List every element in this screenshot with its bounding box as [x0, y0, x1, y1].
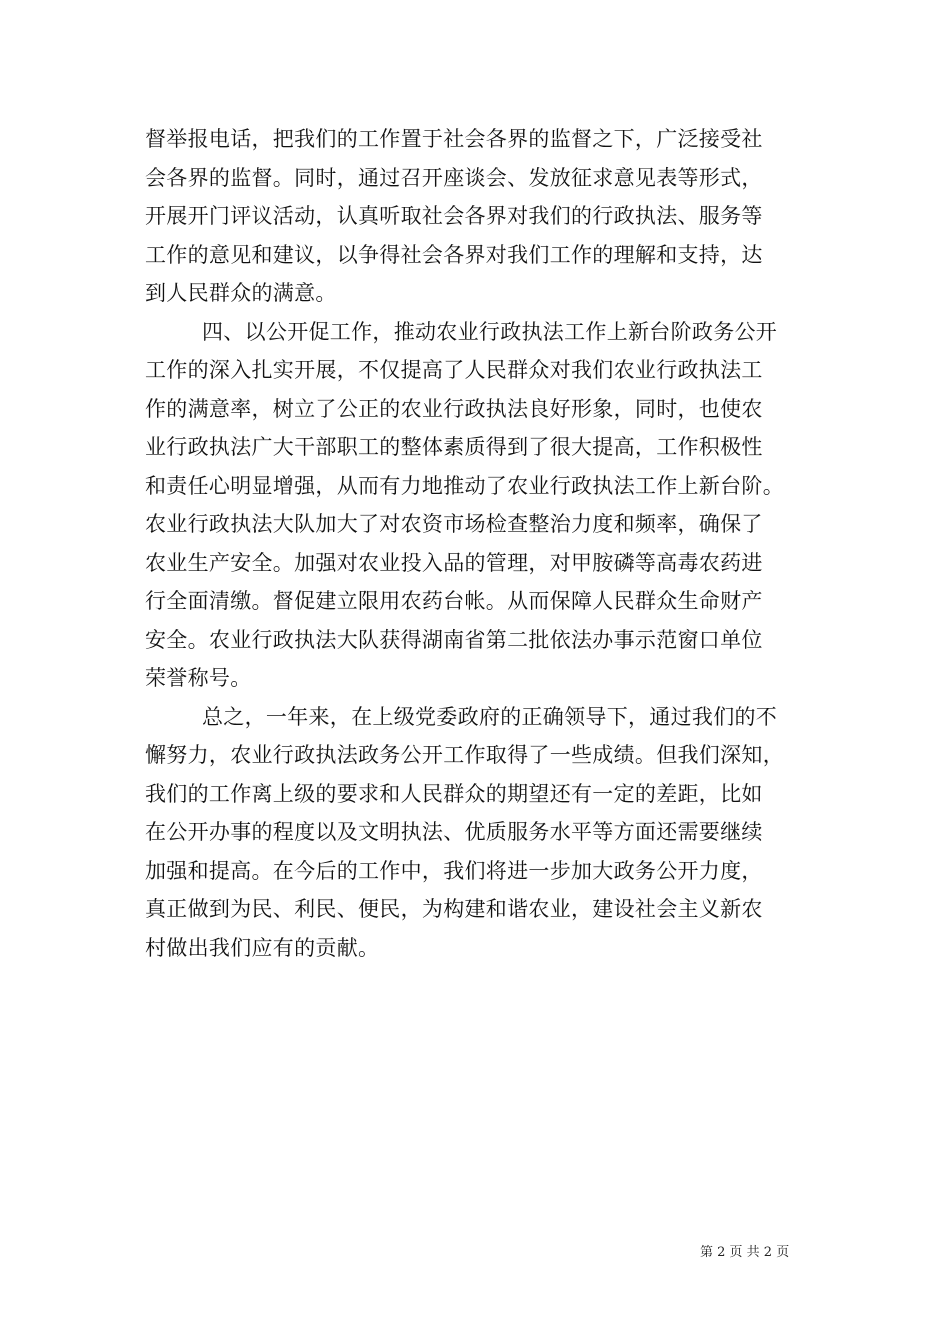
paragraph-2	[145, 313, 815, 698]
text-line: 到人民群众的满意。	[145, 281, 337, 305]
page-number-footer: 第 2 页 共 2 页	[700, 1245, 790, 1260]
paragraph-3	[145, 698, 815, 968]
text-line: 工作的深入扎实开展，不仅提高了人民群众对我们农业行政执法工	[145, 358, 763, 382]
text-line: 荣誉称号。	[145, 666, 252, 690]
text-line: 农业生产安全。加强对农业投入品的管理，对甲胺磷等高毒农药进	[145, 550, 763, 575]
text-line: 业行政执法广大干部职工的整体素质得到了很大提高，工作积极性	[145, 435, 763, 459]
text-line: 真正做到为民、利民、便民，为构建和谐农业，建设社会主义新农	[145, 897, 763, 921]
text-line: 和责任心明显增强，从而有力地推动了农业行政执法工作上新台阶。	[145, 473, 784, 498]
text-line: 村做出我们应有的贡献。	[145, 935, 380, 960]
text-line: 工作的意见和建议，以争得社会各界对我们工作的理解和支持，达	[145, 242, 763, 267]
text-line: 督举报电话，把我们的工作置于社会各界的监督之下，广泛接受社	[145, 127, 763, 151]
text-line: 懈努力，农业行政执法政务公开工作取得了一些成绩。但我们深知，	[145, 743, 784, 767]
text-line: 开展开门评议活动，认真听取社会各界对我们的行政执法、服务等	[145, 204, 763, 228]
text-line: 四、以公开促工作，推动农业行政执法工作上新台阶政务公开	[202, 319, 778, 344]
text-line: 作的满意率，树立了公正的农业行政执法良好形象，同时，也使农	[145, 396, 763, 421]
text-line: 会各界的监督。同时，通过召开座谈会、发放征求意见表等形式，	[145, 165, 763, 190]
text-line: 安全。农业行政执法大队获得湖南省第二批依法办事示范窗口单位	[145, 627, 763, 652]
text-line: 农业行政执法大队加大了对农资市场检查整治力度和频率，确保了	[145, 512, 763, 536]
text-line: 在公开办事的程度以及文明执法、优质服务水平等方面还需要继续	[145, 820, 763, 844]
text-line: 加强和提高。在今后的工作中，我们将进一步加大政务公开力度，	[145, 858, 763, 883]
text-line: 总之，一年来，在上级党委政府的正确领导下，通过我们的不	[202, 704, 778, 729]
text-line: 我们的工作离上级的要求和人民群众的期望还有一定的差距，比如	[145, 781, 763, 806]
text-line: 行全面清缴。督促建立限用农药台帐。从而保障人民群众生命财产	[145, 589, 763, 613]
paragraph-1	[145, 120, 815, 313]
document-body	[145, 120, 815, 967]
